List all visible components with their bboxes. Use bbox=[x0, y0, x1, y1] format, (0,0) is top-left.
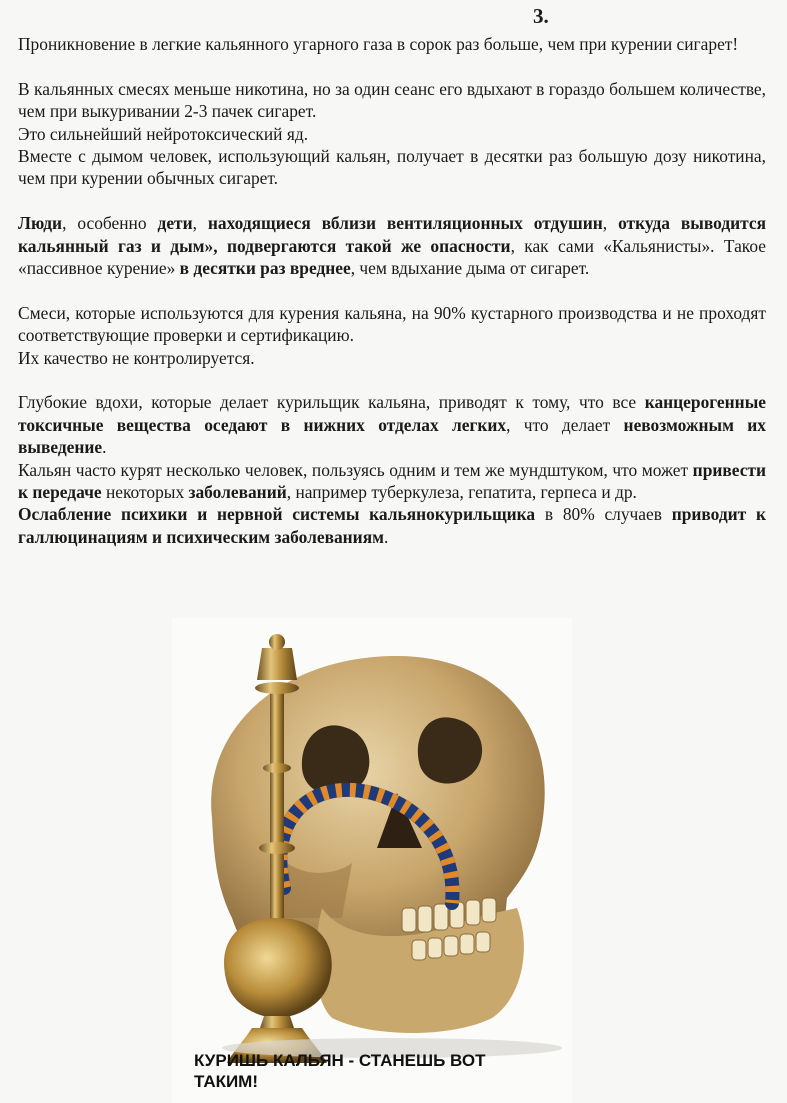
paragraph-quality: Их качество не контролируется. bbox=[18, 347, 255, 368]
skull-hookah-drawing bbox=[172, 618, 572, 1103]
paragraph-diseases: Кальян часто курят несколько человек, пользуясь одним и тем же мундштуком, что может привести к передаче некоторых заболеваний, например туберкулеза, гепатита, герпеса и др. bbox=[18, 459, 766, 503]
image-caption: КУРИШЬ КАЛЬЯН - СТАНЕШЬ ВОТ ТАКИМ! bbox=[194, 1051, 486, 1091]
paragraph-passive-smoking: Люди, особенно дети, находящиеся вблизи вентиляционных отдушин, откуда выводится кальянный газ и дым», подвергаются такой же опасности, как сами «Кальянисты». Такое «пассивное курение» в десятки раз вреднее, чем вдыхание дыма от сигарет. bbox=[18, 213, 767, 279]
paragraph-nicotine-dose: Вместе с дымом человек, использующий кальян, получает в десятки раз большую дозу никотина, чем при курении обычных сигарет. bbox=[18, 146, 766, 189]
skull-hookah-illustration bbox=[172, 618, 572, 1103]
paragraph-psyche: Ослабление психики и нервной системы кальянокурильщика в 80% случаев приводит к галлюцинациям и психическим заболеваниям. bbox=[18, 504, 766, 547]
paragraph-neurotoxin: Это сильнейший нейротоксический яд. bbox=[18, 123, 309, 144]
paragraph-carcinogens: Глубокие вдохи, которые делает курильщик кальяна, приводят к тому, что все канцерогенные токсичные вещества оседают в нижних отделах легких, что делает невозможным их выведение. bbox=[18, 392, 766, 458]
page-number: 3. bbox=[533, 4, 549, 28]
paragraph-carbon-monoxide: Проникновение в легкие кальянного угарного газа в сорок раз больше, чем при курении сигарет! bbox=[18, 34, 739, 54]
paragraph-nicotine-amount: В кальянных смесях меньше никотина, но за один сеанс его вдыхают в гораздо большем количестве, чем при выкуривании 2-3 пачек сигарет. bbox=[18, 78, 766, 122]
paragraph-mixtures: Смеси, которые используются для курения кальяна, на 90% кустарного производства и не проходят соответствующие проверки и сертификацию. bbox=[18, 302, 766, 346]
article-body bbox=[18, 33, 766, 548]
